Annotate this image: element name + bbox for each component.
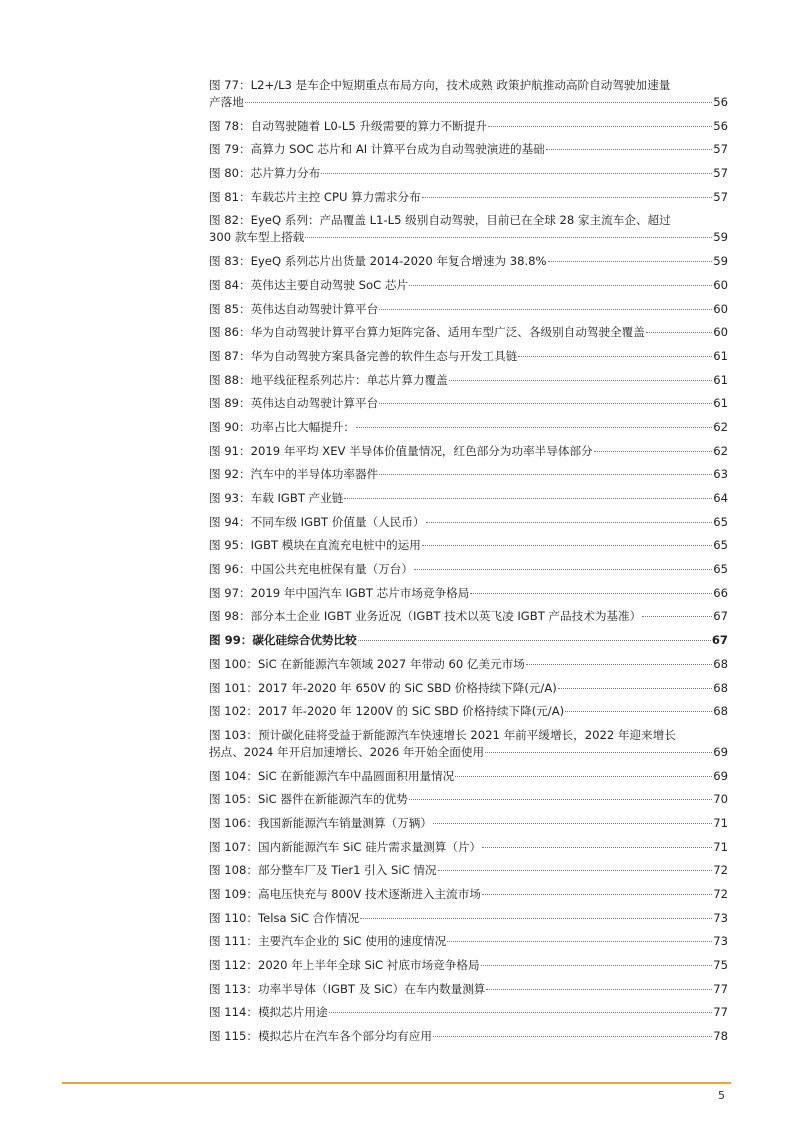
toc-entry[interactable] xyxy=(209,765,728,789)
toc-leader-dots xyxy=(482,894,712,895)
toc-entry[interactable] xyxy=(209,582,728,606)
toc-entry-title: 图 79：高算力 SOC 芯片和 AI 计算平台成为自动驾驶演进的基础 xyxy=(209,142,545,157)
toc-entry-page: 69 xyxy=(713,768,728,783)
toc-entry-page: 57 xyxy=(713,166,728,181)
toc-entry[interactable] xyxy=(209,321,728,345)
toc-entry-title: 图 80：芯片算力分布 xyxy=(209,166,321,181)
toc-leader-dots xyxy=(305,237,712,238)
toc-entry-title: 图 105：SiC 器件在新能源汽车的优势 xyxy=(209,792,408,807)
toc-leader-dots xyxy=(470,593,712,594)
toc-entry-title: 图 103：预计碳化硅将受益于新能源汽车快速增长 2021 年前平缓增长，2022 年迎来增长 xyxy=(209,727,676,742)
toc-entry[interactable] xyxy=(209,653,728,677)
toc-entry[interactable] xyxy=(209,186,728,210)
toc-entry-page: 77 xyxy=(713,981,728,996)
toc-entry-title: 图 115：模拟芯片在汽车各个部分均有应用 xyxy=(209,1029,432,1044)
toc-entry-title: 图 96：中国公共充电桩保有量（万台） xyxy=(209,562,413,577)
toc-entry[interactable] xyxy=(209,534,728,558)
toc-leader-dots xyxy=(438,870,713,871)
toc-entry[interactable] xyxy=(209,836,728,860)
toc-entry-title: 图 92：汽车中的半导体功率器件 xyxy=(209,467,379,482)
toc-leader-dots xyxy=(548,261,713,262)
toc-entry-title: 图 77：L2+/L3 是车企中短期重点布局方向，技术成熟 政策护航推动高阶自动驾驶加速量 xyxy=(209,78,671,92)
toc-entry[interactable] xyxy=(209,605,728,629)
toc-entry[interactable] xyxy=(209,440,728,464)
toc-entry-title-cont: 300 款车型上搭载 xyxy=(209,230,305,245)
toc-entry[interactable] xyxy=(209,74,728,115)
toc-leader-dots xyxy=(409,799,712,800)
toc-entry-page: 65 xyxy=(713,562,728,577)
toc-entry-title: 图 82：EyeQ 系列：产品覆盖 L1-L5 级别自动驾驶，目前已在全球 28 家主流车企、超过 xyxy=(209,213,671,228)
toc-entry-title: 图 95：IGBT 模块在直流充电桩中的运用 xyxy=(209,538,421,553)
toc-leader-dots xyxy=(321,173,712,174)
toc-entry-page: 64 xyxy=(713,491,728,505)
toc-leader-dots xyxy=(426,522,713,523)
toc-entry-title: 图 86：华为自动驾驶计算平台算力矩阵完备、适用车型广泛、各级别自动驾驶全覆盖 xyxy=(209,325,645,340)
toc-entry-page: 71 xyxy=(713,815,728,830)
toc-entry-title: 图 87：华为自动驾驶方案具备完善的软件生态与开发工具链 xyxy=(209,348,518,363)
toc-entry-title-cont: 拐点、2024 年开启加速增长、2026 年开始全面使用 xyxy=(209,744,485,759)
toc-entry-page: 61 xyxy=(713,396,728,411)
toc-entry[interactable] xyxy=(209,907,728,931)
toc-entry-page: 65 xyxy=(713,514,728,529)
toc-entry[interactable] xyxy=(209,859,728,883)
toc-entry-title: 图 89：英伟达自动驾驶计算平台 xyxy=(209,396,379,411)
toc-leader-dots xyxy=(344,498,712,499)
toc-leader-dots xyxy=(449,380,713,381)
toc-entry-page: 62 xyxy=(713,443,728,458)
toc-leader-dots xyxy=(646,332,712,333)
toc-entry-page: 56 xyxy=(713,118,728,133)
toc-leader-dots xyxy=(488,126,712,127)
toc-entry-page: 67 xyxy=(711,633,728,648)
toc-leader-dots xyxy=(486,989,712,990)
toc-entry-page: 60 xyxy=(713,277,728,292)
toc-entry[interactable] xyxy=(209,463,728,487)
toc-entry-title-cont: 产落地 xyxy=(209,95,244,109)
toc-entry-line xyxy=(209,77,728,94)
toc-entry[interactable] xyxy=(209,209,728,250)
toc-leader-dots xyxy=(447,941,712,942)
toc-entry-title: 图 78：自动驾驶随着 L0-L5 升级需要的算力不断提升 xyxy=(209,118,487,133)
toc-entry-page: 78 xyxy=(713,1029,728,1044)
toc-entry-page: 62 xyxy=(713,419,728,434)
toc-entry-title: 图 97：2019 年中国汽车 IGBT 芯片市场竞争格局 xyxy=(209,585,470,600)
toc-entry-title: 图 94：不同车级 IGBT 价值量（人民币） xyxy=(209,514,425,529)
toc-entry[interactable] xyxy=(209,558,728,582)
toc-entry-title: 图 88：地平线征程系列芯片：单芯片算力覆盖 xyxy=(209,372,448,387)
toc-entry-page: 70 xyxy=(713,792,728,807)
toc-entry-line xyxy=(209,212,728,229)
toc-leader-dots xyxy=(360,918,712,919)
toc-leader-dots xyxy=(379,474,712,475)
toc-leader-dots xyxy=(358,640,711,641)
toc-entry-page: 72 xyxy=(713,863,728,878)
toc-leader-dots xyxy=(356,427,712,428)
toc-entry-title: 图 111：主要汽车企业的 SiC 使用的速度情况 xyxy=(209,934,447,949)
toc-leader-dots xyxy=(482,847,712,848)
toc-leader-dots xyxy=(455,776,712,777)
toc-entry-title: 图 91：2019 年平均 XEV 半导体价值量情况，红色部分为功率半导体部分 xyxy=(209,443,593,458)
toc-entry[interactable] xyxy=(209,250,728,274)
toc-entry-page: 77 xyxy=(713,1005,728,1020)
toc-entry-page: 57 xyxy=(713,189,728,204)
toc-entry-page: 61 xyxy=(713,372,728,387)
toc-entry[interactable] xyxy=(209,369,728,393)
footer-rule xyxy=(62,1082,731,1084)
toc-entry-page: 59 xyxy=(713,254,728,269)
toc-entry-title: 图 108：部分整车厂及 Tier1 引入 SiC 情况 xyxy=(209,863,437,878)
toc-entry[interactable] xyxy=(209,115,728,139)
toc-entry[interactable] xyxy=(209,298,728,322)
toc-entry-title: 图 98：部分本土企业 IGBT 业务近况（IGBT 技术以英飞凌 IGBT 产品技术为基准） xyxy=(209,609,642,624)
toc-entry-page: 71 xyxy=(713,839,728,854)
toc-leader-dots xyxy=(329,1012,713,1013)
toc-entry-page: 65 xyxy=(713,538,728,553)
toc-entry[interactable] xyxy=(209,162,728,186)
toc-entry-title: 图 107：国内新能源汽车 SiC 硅片需求量测算（片） xyxy=(209,839,482,854)
toc-entry-title: 图 101：2017 年-2020 年 650V 的 SiC SBD 价格持续下降(元/A) xyxy=(209,680,557,695)
toc-leader-dots xyxy=(526,664,712,665)
toc-entry-title: 图 109：高电压快充与 800V 技术逐渐进入主流市场 xyxy=(209,887,481,901)
toc-leader-dots xyxy=(422,197,713,198)
toc-leader-dots xyxy=(518,356,712,357)
toc-entry-page: 68 xyxy=(713,704,728,719)
toc-entry-page: 75 xyxy=(713,958,728,973)
toc-entry-page: 69 xyxy=(713,744,728,759)
toc-entry[interactable] xyxy=(209,1025,728,1049)
toc-leader-dots xyxy=(546,149,712,150)
toc-leader-dots xyxy=(481,965,713,966)
toc-entry[interactable] xyxy=(209,629,728,653)
toc-entry-page: 59 xyxy=(713,230,728,245)
toc-entry-line xyxy=(209,727,728,744)
toc-entry[interactable] xyxy=(209,1001,728,1025)
toc-leader-dots xyxy=(565,711,712,712)
toc-entry[interactable] xyxy=(209,724,728,765)
toc-entry[interactable] xyxy=(209,788,728,812)
toc-leader-dots xyxy=(422,545,712,546)
toc-leader-dots xyxy=(414,569,712,570)
toc-entry-title: 图 99：碳化硅综合优势比较 xyxy=(209,633,357,648)
toc-entry[interactable] xyxy=(209,345,728,369)
toc-entry-page: 61 xyxy=(713,348,728,363)
toc-entry-title: 图 112：2020 年上半年全球 SiC 衬底市场竞争格局 xyxy=(209,958,480,973)
table-of-figures xyxy=(209,74,728,1049)
toc-entry[interactable] xyxy=(209,930,728,954)
toc-entry-title: 图 85：英伟达自动驾驶计算平台 xyxy=(209,301,379,316)
toc-leader-dots xyxy=(485,752,712,753)
toc-entry-page: 63 xyxy=(713,467,728,482)
toc-entry-title: 图 100：SiC 在新能源汽车领域 2027 年带动 60 亿美元市场 xyxy=(209,656,525,671)
toc-entry-title: 图 81：车载芯片主控 CPU 算力需求分布 xyxy=(209,189,421,204)
toc-leader-dots xyxy=(379,403,712,404)
toc-entry[interactable] xyxy=(209,274,728,298)
toc-entry-page: 60 xyxy=(713,325,728,340)
toc-leader-dots xyxy=(379,309,712,310)
toc-entry-page: 73 xyxy=(713,910,728,925)
toc-entry-page: 68 xyxy=(713,680,728,695)
toc-leader-dots xyxy=(433,1036,712,1037)
toc-entry-title: 图 110：Telsa SiC 合作情况 xyxy=(209,910,360,925)
toc-entry[interactable] xyxy=(209,511,728,535)
toc-leader-dots xyxy=(642,616,712,617)
toc-entry-page: 68 xyxy=(713,656,728,671)
toc-entry-title: 图 84：英伟达主要自动驾驶 SoC 芯片 xyxy=(209,277,409,292)
toc-entry-title: 图 114：模拟芯片用途 xyxy=(209,1005,328,1020)
toc-entry-title: 图 93：车载 IGBT 产业链 xyxy=(209,491,344,505)
toc-entry[interactable] xyxy=(209,700,728,724)
toc-entry-title: 图 83：EyeQ 系列芯片出货量 2014-2020 年复合增速为 38.8% xyxy=(209,254,547,269)
toc-entry-title: 图 90：功率占比大幅提升： xyxy=(209,419,355,434)
toc-entry-page: 66 xyxy=(713,585,728,600)
toc-entry-title: 图 113：功率半导体（IGBT 及 SiC）在车内数量测算 xyxy=(209,981,486,996)
toc-entry-page: 73 xyxy=(713,934,728,949)
toc-entry[interactable] xyxy=(209,812,728,836)
toc-entry[interactable] xyxy=(209,487,728,511)
toc-entry-page: 72 xyxy=(713,887,728,901)
toc-leader-dots xyxy=(245,102,712,103)
toc-entry-page: 60 xyxy=(713,301,728,316)
toc-entry[interactable] xyxy=(209,978,728,1002)
toc-entry-page: 57 xyxy=(713,142,728,157)
toc-leader-dots xyxy=(409,285,712,286)
toc-entry-page: 67 xyxy=(713,609,728,624)
toc-entry[interactable] xyxy=(209,416,728,440)
toc-entry-title: 图 104：SiC 在新能源汽车中晶圆面积用量情况 xyxy=(209,768,455,783)
toc-leader-dots xyxy=(558,688,712,689)
toc-entry[interactable] xyxy=(209,392,728,416)
toc-entry[interactable] xyxy=(209,138,728,162)
toc-entry[interactable] xyxy=(209,883,728,907)
toc-leader-dots xyxy=(433,823,712,824)
toc-entry[interactable] xyxy=(209,954,728,978)
toc-leader-dots xyxy=(594,451,713,452)
toc-entry-title: 图 106：我国新能源汽车销量测算（万辆） xyxy=(209,815,432,830)
page-number: 5 xyxy=(718,1089,725,1102)
toc-entry-title: 图 102：2017 年-2020 年 1200V 的 SiC SBD 价格持续下降(元/A) xyxy=(209,704,565,719)
toc-entry-page: 56 xyxy=(713,95,728,109)
toc-entry[interactable] xyxy=(209,677,728,701)
